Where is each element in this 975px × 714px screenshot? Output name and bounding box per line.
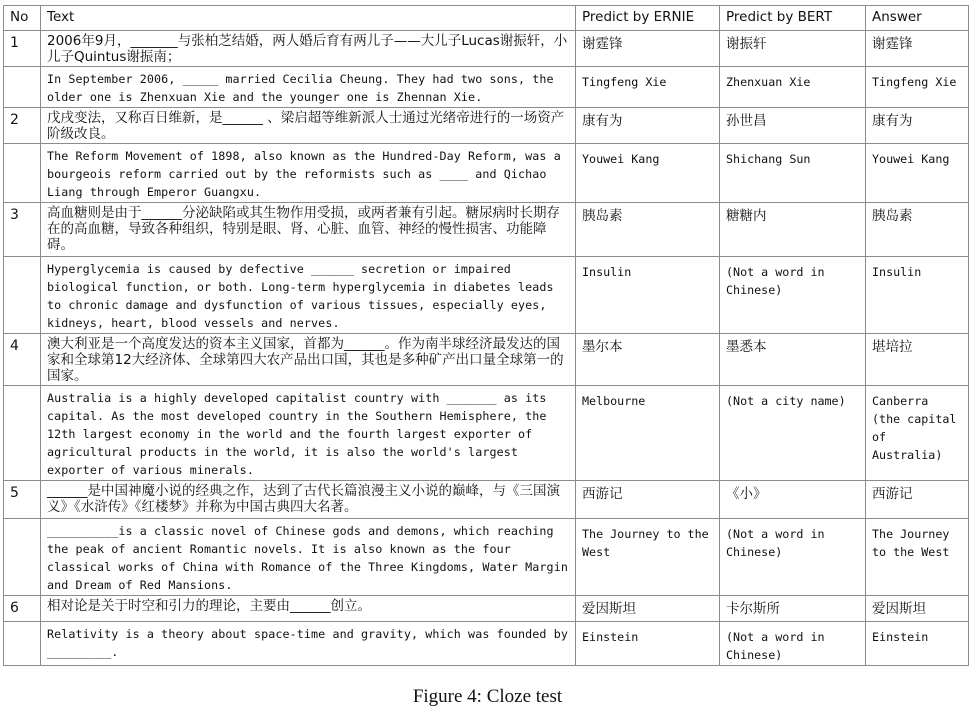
answer-en: Youwei Kang	[866, 144, 969, 203]
answer-en: The Journey to the West	[866, 519, 969, 596]
english-text: __________is a classic novel of Chinese gods and demons, which reaching the peak of ancient Romantic novels. It is also known as the four classical works of China with Romance of the Three Kingdoms, Water Margin and Dream of Red Mansions.	[41, 519, 576, 596]
chinese-text: 相对论是关于时空和引力的理论，主要由______创立。	[41, 596, 576, 622]
bert-prediction-zh: 卡尔斯所	[720, 596, 866, 622]
bert-prediction-en: Shichang Sun	[720, 144, 866, 203]
english-text: In September 2006, _____ married Cecilia Cheung. They had two sons, the older one is Zhenxuan Xie and the younger one is Zhennan Xie.	[41, 67, 576, 108]
chinese-text: 2006年9月，_______与张柏芝结婚，两人婚后育有两儿子——大儿子Lucas谢振轩，小儿子Quintus谢振南；	[41, 31, 576, 67]
row-number: 4	[4, 334, 41, 386]
row-number: 2	[4, 108, 41, 144]
bert-prediction-en: (Not a word in Chinese)	[720, 257, 866, 334]
cloze-test-table	[3, 5, 969, 666]
row-number-empty	[4, 144, 41, 203]
chinese-text: 戊戌变法，又称百日维新，是______ 、梁启超等维新派人士通过光绪帝进行的一场资产阶级改良。	[41, 108, 576, 144]
english-text: Australia is a highly developed capitalist country with _______ as its capital. As the most developed country in the Southern Hemisphere, the 12th largest economy in the world and the fourth largest exporter of agricultural products in the world, it is also the world's largest exporter of various minerals.	[41, 386, 576, 481]
answer-zh: 西游记	[866, 481, 969, 519]
table-row-zh	[4, 481, 969, 519]
bert-prediction-en: (Not a word in Chinese)	[720, 519, 866, 596]
table-row-en	[4, 386, 969, 481]
answer-en: Tingfeng Xie	[866, 67, 969, 108]
ernie-prediction-en: Melbourne	[576, 386, 720, 481]
table-row-en	[4, 144, 969, 203]
header-text: Text	[41, 6, 576, 31]
bert-prediction-zh: 《小》	[720, 481, 866, 519]
table-row-zh	[4, 596, 969, 622]
bert-prediction-zh: 糖糖内	[720, 203, 866, 257]
header-predict-ernie: Predict by ERNIE	[576, 6, 720, 31]
table-header-row	[4, 6, 969, 31]
header-answer: Answer	[866, 6, 969, 31]
chinese-text: ______是中国神魔小说的经典之作，达到了古代长篇浪漫主义小说的巅峰，与《三国演义》《水浒传》《红楼梦》并称为中国古典四大名著。	[41, 481, 576, 519]
bert-prediction-zh: 墨悉本	[720, 334, 866, 386]
table-row-zh	[4, 203, 969, 257]
row-number-empty	[4, 257, 41, 334]
row-number: 6	[4, 596, 41, 622]
answer-zh: 爱因斯坦	[866, 596, 969, 622]
answer-zh: 堪培拉	[866, 334, 969, 386]
row-number-empty	[4, 622, 41, 666]
ernie-prediction-zh: 胰岛素	[576, 203, 720, 257]
table-row-zh	[4, 334, 969, 386]
answer-en: Einstein	[866, 622, 969, 666]
row-number-empty	[4, 67, 41, 108]
table-row-en	[4, 622, 969, 666]
header-no: No	[4, 6, 41, 31]
row-number: 3	[4, 203, 41, 257]
bert-prediction-zh: 谢振轩	[720, 31, 866, 67]
bert-prediction-en: (Not a word in Chinese)	[720, 622, 866, 666]
row-number-empty	[4, 386, 41, 481]
ernie-prediction-en: Insulin	[576, 257, 720, 334]
figure-caption: Figure 4: Cloze test	[412, 686, 563, 707]
ernie-prediction-en: The Journey to the West	[576, 519, 720, 596]
ernie-prediction-zh: 谢霆锋	[576, 31, 720, 67]
ernie-prediction-en: Tingfeng Xie	[576, 67, 720, 108]
row-number: 5	[4, 481, 41, 519]
ernie-prediction-en: Einstein	[576, 622, 720, 666]
bert-prediction-en: (Not a city name)	[720, 386, 866, 481]
cloze-test-table-container	[3, 5, 969, 666]
table-row-zh	[4, 31, 969, 67]
answer-en: Insulin	[866, 257, 969, 334]
answer-en: Canberra (the capital of Australia)	[866, 386, 969, 481]
chinese-text: 澳大利亚是一个高度发达的资本主义国家，首都为______。作为南半球经济最发达的国家和全球第12大经济体、全球第四大农产品出口国，其也是多种矿产出口量全球第一的国家。	[41, 334, 576, 386]
table-row-en	[4, 67, 969, 108]
answer-zh: 谢霆锋	[866, 31, 969, 67]
table-row-en	[4, 257, 969, 334]
ernie-prediction-zh: 康有为	[576, 108, 720, 144]
answer-zh: 胰岛素	[866, 203, 969, 257]
table-row-en	[4, 519, 969, 596]
row-number-empty	[4, 519, 41, 596]
bert-prediction-en: Zhenxuan Xie	[720, 67, 866, 108]
english-text: The Reform Movement of 1898, also known as the Hundred-Day Reform, was a bourgeois reform carried out by the reformists such as ____ and Qichao Liang through Emperor Guangxu.	[41, 144, 576, 203]
chinese-text: 高血糖则是由于______分泌缺陷或其生物作用受损，或两者兼有引起。糖尿病时长期存在的高血糖，导致各种组织，特别是眼、肾、心脏、血管、神经的慢性损害、功能障碍。	[41, 203, 576, 257]
table-row-zh	[4, 108, 969, 144]
header-predict-bert: Predict by BERT	[720, 6, 866, 31]
ernie-prediction-zh: 爱因斯坦	[576, 596, 720, 622]
ernie-prediction-en: Youwei Kang	[576, 144, 720, 203]
row-number: 1	[4, 31, 41, 67]
english-text: Relativity is a theory about space-time and gravity, which was founded by _________.	[41, 622, 576, 666]
english-text: Hyperglycemia is caused by defective ______ secretion or impaired biological function, or both. Long-term hyperglycemia in diabetes leads to chronic damage and dysfunction of various tissues, especially eyes, kidneys, heart, blood vessels and nerves.	[41, 257, 576, 334]
bert-prediction-zh: 孙世昌	[720, 108, 866, 144]
ernie-prediction-zh: 墨尔本	[576, 334, 720, 386]
ernie-prediction-zh: 西游记	[576, 481, 720, 519]
answer-zh: 康有为	[866, 108, 969, 144]
